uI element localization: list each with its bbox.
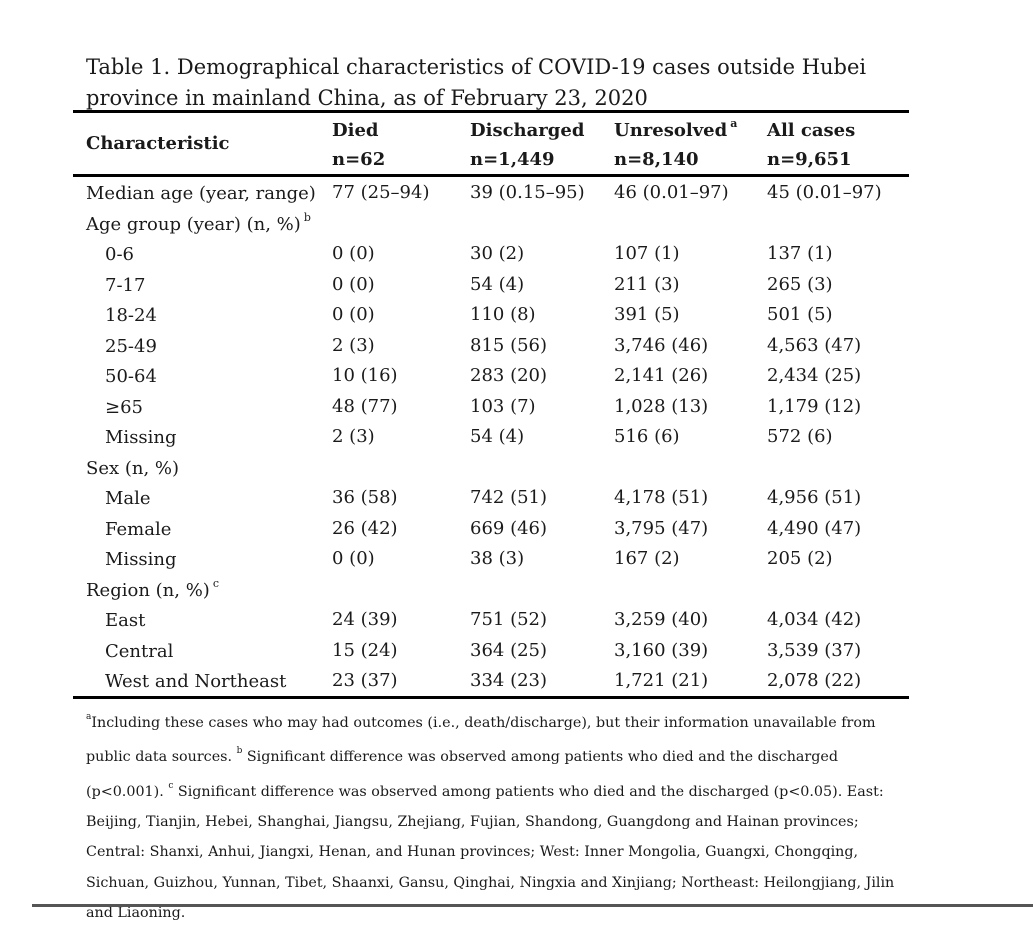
row-label [105,426,180,448]
row-label [86,457,182,479]
row-label-text: Male [105,488,151,509]
table-cell: 3,746 (46) [614,334,709,356]
header-col-n: n=8,140 [614,149,699,170]
table-cell: 137 (1) [767,243,833,264]
table-cell: 3,795 (47) [614,517,709,539]
table-cell: 501 (5) [767,304,833,325]
table-top-rule [73,110,909,113]
table-cell: 815 (56) [470,334,548,356]
header-col-n: n=1,449 [470,149,555,170]
table-cell: 751 (52) [470,609,548,630]
table-cell: 0 (0) [332,243,375,264]
header-col-label [470,119,587,141]
header-col-label [767,119,858,141]
header-col-label-text: Discharged [470,120,585,141]
table-bottom-rule [73,696,909,699]
table-cell: 54 (4) [470,273,525,295]
row-label-text: Region (n, %) [86,579,210,601]
table-cell: 10 (16) [332,365,398,386]
footnote-mark: b [236,746,243,757]
header-col-n: n=9,651 [767,149,852,170]
table-cell: 167 (2) [614,548,680,569]
header-col-label-text: All cases [767,120,856,141]
table-cell: 0 (0) [332,273,375,295]
row-label-text: ≥65 [105,396,143,418]
table-cell: 4,563 (47) [767,334,862,356]
header-col-label [332,119,382,141]
row-label [105,304,160,326]
row-label [86,576,219,601]
row-label-text: 7-17 [105,274,146,296]
table-cell: 4,956 (51) [767,487,862,508]
row-label [105,274,148,296]
row-label-text: Central [105,640,174,662]
table-cell: 742 (51) [470,487,548,508]
header-col-n: n=62 [332,149,386,170]
table-cell: 1,721 (21) [614,670,709,691]
row-label-text: Sex (n, %) [86,457,180,479]
row-label-text: Missing [105,427,177,448]
table-cell: 103 (7) [470,395,536,417]
table-cell: 516 (6) [614,426,680,447]
table-cell: 0 (0) [332,304,375,325]
header-col-label [614,119,737,141]
row-label-text: 0-6 [105,244,134,265]
table-cell: 39 (0.15–95) [470,182,585,203]
row-label [105,518,174,540]
table-cell: 107 (1) [614,243,680,264]
table-cell: 3,539 (37) [767,639,862,661]
row-label-text: Missing [105,549,177,570]
table-cell: 23 (37) [332,670,398,691]
row-label [105,548,180,570]
row-label-text: West and Northeast [105,671,287,692]
table-cell: 205 (2) [767,548,833,569]
row-label-text: Age group (year) (n, %) [86,213,301,235]
footnote-marker: a [730,117,738,130]
row-label [105,365,160,387]
table-cell: 2 (3) [332,334,375,356]
table-cell: 2,434 (25) [767,365,862,386]
row-label [105,640,176,662]
table-cell: 38 (3) [470,548,525,569]
row-label-text: Median age (year, range) [86,183,316,204]
footnote-marker: b [303,210,311,224]
header-characteristic: Characteristic [86,133,230,154]
footnote-text: Including these cases who may had outcomes (i.e., death/discharge), but their information unavailable from public data sources. [86,714,876,766]
footnote-text: Significant difference was observed among patients who died and the discharged (p<0.001). [86,749,839,800]
row-label-text: Female [105,518,172,540]
row-label-text: 18-24 [105,305,157,326]
table-cell: 1,179 (12) [767,395,862,417]
table-cell: 48 (77) [332,395,398,417]
table-cell: 0 (0) [332,548,375,569]
table-cell: 46 (0.01–97) [614,182,729,203]
table-header-rule [73,174,909,177]
header-col-label-text: Unresolved [614,120,728,141]
footnote-marker: c [212,576,219,590]
table-cell: 2,141 (26) [614,365,709,386]
row-label [105,396,146,418]
table-cell: 110 (8) [470,304,536,325]
footnote-mark: c [168,780,174,791]
table-cell: 391 (5) [614,304,680,325]
table-cell: 4,178 (51) [614,487,709,508]
table-caption: Table 1. Demographical characteristics of COVID-19 cases outside Hubei province in mainland China, as of February 23, 2020 [86,55,867,110]
table-cell: 283 (20) [470,365,548,386]
table-cell: 45 (0.01–97) [767,182,882,203]
row-label [86,210,311,235]
footnote-text: Significant difference was observed among patients who died and the discharged (p<0.05). East: Beijing, Tianjin, Hebei, Shanghai, Jiangsu, Zhejiang, Fujian, Shandong, Guangdong and Hainan provinces; Central: Shanxi, Anhui, Jiangxi, Henan, and Hunan provinces; West: Inner Mongolia, Guangxi, Chongqing, Sichuan, Guizhou, Yunnan, Tibet, Shaanxi, Gansu, Qinghai, Ningxia and Xinjiang; Northeast: Heilongjiang, Jilin and Liaoning. [86,783,895,922]
row-label [86,182,319,204]
table-cell: 30 (2) [470,243,525,264]
row-label-text: 50-64 [105,366,157,387]
header-col-label-text: Died [332,120,379,141]
row-label [105,670,289,692]
table-cell: 1,028 (13) [614,395,709,417]
table-cell: 211 (3) [614,273,680,295]
table-cell: 24 (39) [332,609,398,630]
table-cell: 36 (58) [332,487,398,508]
table-cell: 572 (6) [767,426,833,447]
table-cell: 54 (4) [470,426,525,447]
row-label [105,243,137,265]
table-footnotes [86,704,916,922]
row-label-text: East [105,610,146,631]
table-cell: 77 (25–94) [332,182,430,203]
table-cell: 3,259 (40) [614,609,709,630]
table-cell: 364 (25) [470,639,548,661]
table-cell: 334 (23) [470,670,548,691]
table-cell: 265 (3) [767,273,833,295]
table-cell: 2,078 (22) [767,670,862,691]
row-label-text: 25-49 [105,335,157,357]
row-label [105,609,148,631]
table-cell: 4,034 (42) [767,609,862,630]
table-cell: 3,160 (39) [614,639,709,661]
table-cell: 26 (42) [332,517,398,539]
page-bottom-rule [32,904,1033,907]
table-cell: 4,490 (47) [767,517,862,539]
row-label [105,487,154,509]
table-cell: 669 (46) [470,517,548,539]
row-label [105,335,160,357]
footnote-mark: a [86,712,92,722]
table-cell: 2 (3) [332,426,375,447]
table-cell: 15 (24) [332,639,398,661]
